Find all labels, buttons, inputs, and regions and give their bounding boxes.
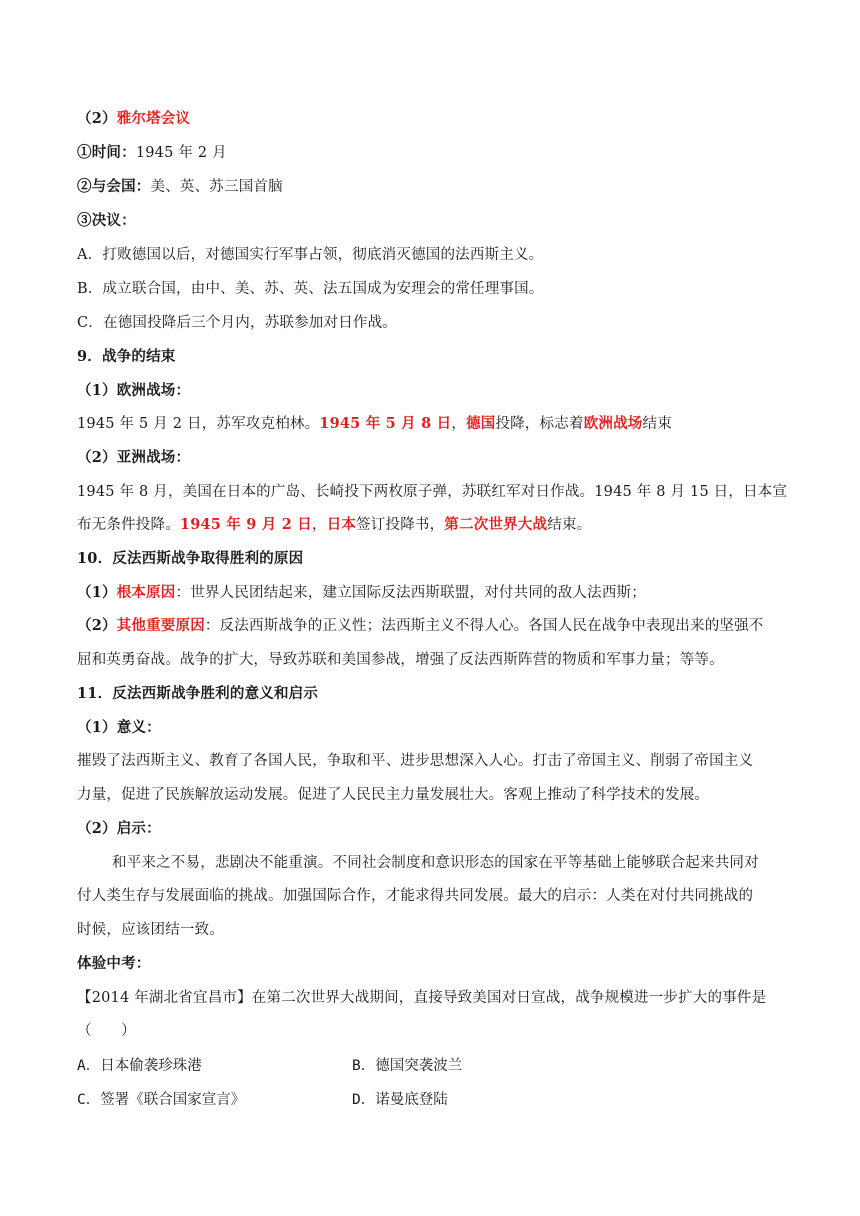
europe-date: 1945 年 5 月 8 日 [319,415,452,432]
insight-label: （2）启示： [77,820,161,837]
asia-ww2: 第二次世界大战 [444,516,548,533]
meaning-line-2: 力量，促进了民族解放运动发展。促进了人民民主力量发展壮大。客观上推动了科学技术的发展。 [77,787,710,803]
europe-text-3: 投降，标志着 [495,416,584,432]
yalta-members [77,177,800,197]
yalta-resolution-a: A．打败德国以后，对德国实行军事占领，彻底消灭德国的法西斯主义。 [77,247,544,263]
other-causes-number: （2） [77,617,117,634]
section-10-heading: 10．反法西斯战争取得胜利的原因 [77,550,304,567]
other-causes-line-2: 屈和英勇奋战。战争的扩大，导致苏联和美国参战，增强了反法西斯阵营的物质和军事力量；等等。 [77,652,724,668]
europe-text-4: 结束 [642,416,672,432]
yalta-resolutions-label: ③决议： [77,212,136,229]
yalta-time-label: ①时间： [77,144,136,161]
root-cause-text: ：世界人民团结起来，建立国际反法西斯联盟，对付共同的敌人法西斯； [175,585,646,601]
section-11-heading: 11．反法西斯战争胜利的意义和启示 [77,685,319,702]
asia-text-1: 布无条件投降。 [77,517,180,533]
insight-line-3: 时候，应该团结一致。 [77,922,224,938]
asia-label: （2）亚洲战场： [77,449,191,466]
yalta-members-label: ②与会国： [77,178,151,195]
section-9-heading: 9．战争的结束 [77,348,176,365]
yalta-time-value: 1945 年 2 月 [135,145,227,161]
exam-question-line-1: 【2014 年湖北省宜昌市】在第二次世界大战期间，直接导致美国对日宣战，战争规模进一步扩大的事件是 [77,990,767,1006]
asia-japan: 日本 [326,516,357,533]
other-causes-text: ：反法西斯战争的正义性；法西斯主义不得人心。各国人民在战争中表现出来的坚强不 [204,618,764,634]
root-cause-number: （1） [77,584,117,601]
asia-text-2: ， [311,517,327,533]
europe-text [77,414,800,434]
exam-option-d: D．诺曼底登陆 [352,1092,448,1108]
europe-theater: 欧洲战场 [583,415,643,432]
yalta-time [77,143,800,163]
root-cause-label: 根本原因 [116,584,176,601]
yalta-heading [77,109,800,129]
meaning-label: （1）意义： [77,719,161,736]
asia-line-1: 1945 年 8 月，美国在日本的广岛、长崎投下两枚原子弹，苏联红军对日作战。1945 年 8 月 15 日，日本宣 [77,484,788,500]
meaning-line-1: 摧毁了法西斯主义、教育了各国人民，争取和平、进步思想深入人心。打击了帝国主义、削弱了帝国主义 [77,753,754,769]
asia-date: 1945 年 9 月 2 日 [179,516,312,533]
insight-line-2: 付人类生存与发展面临的挑战。加强国际合作，才能求得共同发展。最大的启示：人类在对付共同挑战的 [77,888,754,904]
exam-option-c: C．签署《联合国家宣言》 [77,1092,246,1108]
yalta-members-value: 美、英、苏三国首脑 [150,179,283,195]
yalta-title: 雅尔塔会议 [116,110,191,127]
exam-heading: 体验中考： [77,955,151,972]
exam-question-line-2: （ ） [77,1023,136,1039]
yalta-resolution-c: C．在德国投降后三个月内，苏联参加对日作战。 [77,315,397,331]
europe-label: （1）欧洲战场： [77,382,191,399]
other-causes [77,616,800,636]
yalta-resolution-b: B．成立联合国，由中、美、苏、英、法五国成为安理会的常任理事国。 [77,281,544,297]
exam-option-b: B．德国突袭波兰 [352,1058,463,1074]
europe-text-1: 1945 年 5 月 2 日，苏军攻克柏林。 [77,416,320,432]
yalta-number: （2） [77,110,117,127]
asia-text-3: 签订投降书， [356,517,445,533]
asia-text-4: 结束。 [547,517,592,533]
other-causes-label: 其他重要原因 [116,617,205,634]
root-cause [77,583,800,603]
asia-line-2 [77,515,800,535]
exam-option-a: A．日本偷袭珍珠港 [77,1058,202,1074]
insight-line-1: 和平来之不易，悲剧决不能重演。不同社会制度和意识形态的国家在平等基础上能够联合起来共同对 [112,855,759,871]
europe-text-2: ， [451,416,467,432]
europe-germany: 德国 [466,415,496,432]
